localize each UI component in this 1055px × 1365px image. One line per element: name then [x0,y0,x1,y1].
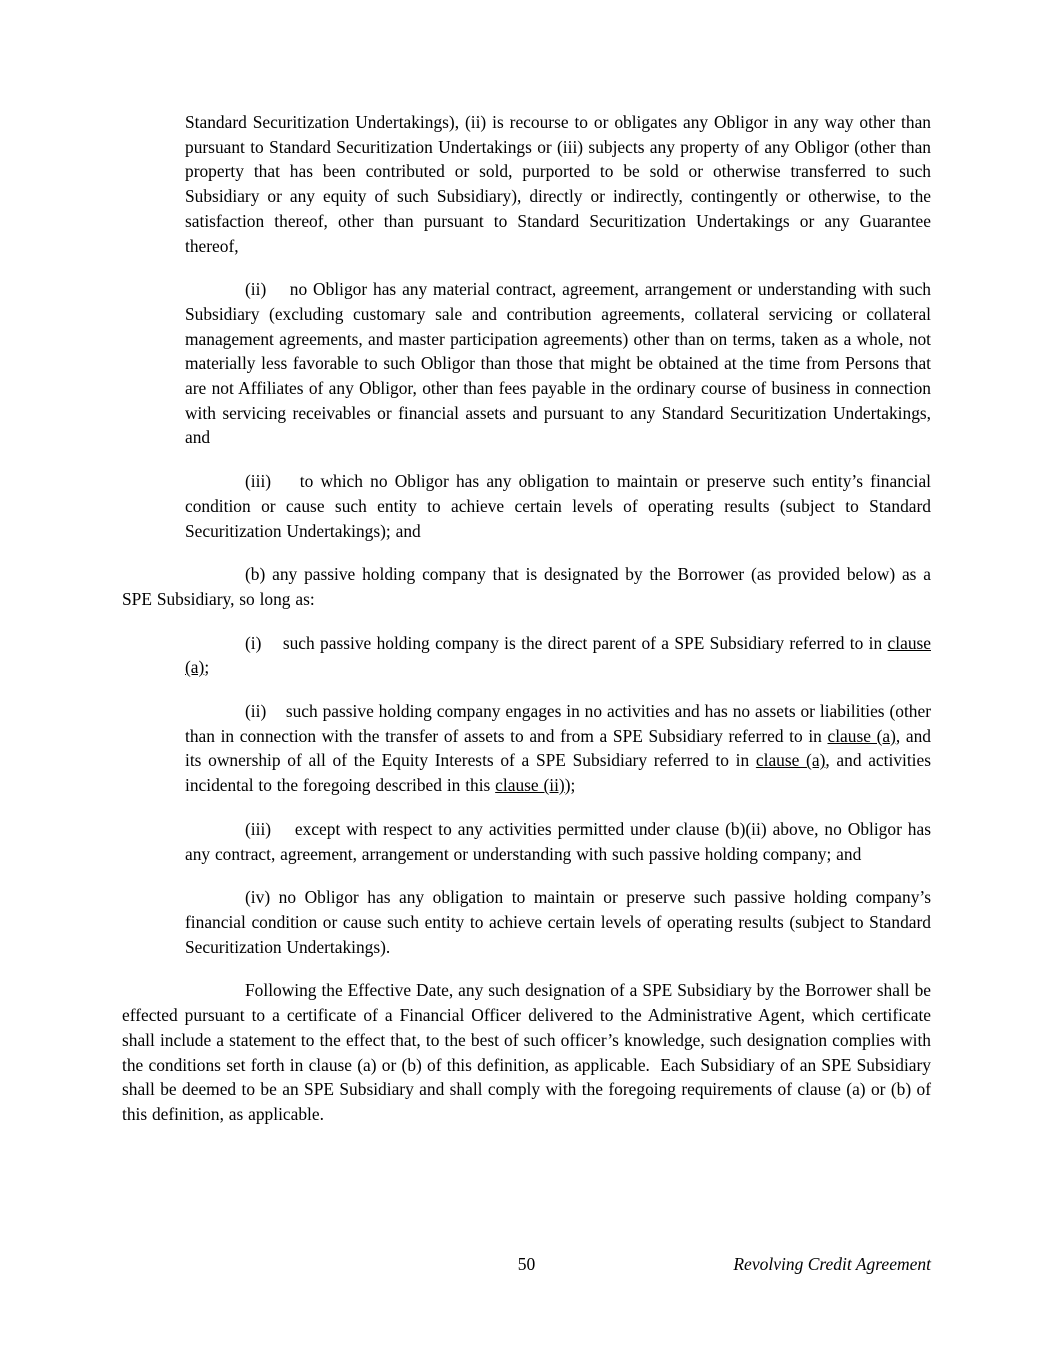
text-segment: , and its ownership of all of the Equity Interests of a SPE Subsidiary referred to in [185,725,931,771]
clause-reference: clause (a) [755,750,826,771]
page-number: 50 [517,1254,536,1274]
text-segment: , and activities incidental to the foregoing described in this [185,750,931,796]
text-segment: ); [564,775,576,796]
paragraph-clause-b-iv: (iv) no Obligor has any obligation to maintain or preserve such passive holding company’s financial condition or cause such entity to achieve certain levels of operating results (subject to Standard Securitization Undertakings). [185,887,931,957]
paragraph-clause-b-i [185,631,931,680]
text-segment: ; [204,657,210,678]
clause-reference: clause (ii) [495,775,565,796]
text-segment: (ii) such passive holding company engages in no activities and has no assets or liabilities (other than in connection with the transfer of assets to and from a SPE Subsidiary referred to in [185,701,931,746]
paragraph-clause-a-continuation: Standard Securitization Undertakings), (ii) is recourse to or obligates any Obligor in any way other than pursuant to Standard Securitization Undertakings or (iii) subjects any property of any Obligor (other than property that has been contributed or sold, purported to be sold or otherwise transferred to such Subsidiary or any equity of such Subsidiary), directly or indirectly, contingently or otherwise, to the satisfaction thereof, other than pursuant to Standard Securitization Undertakings or any Guarantee thereof, [185,112,931,256]
paragraph-clause-a-iii: (iii) to which no Obligor has any obligation to maintain or preserve such entity’s financial condition or cause such entity to achieve certain levels of operating results (subject to Standard Securitization Undertakings); and [185,471,931,541]
page-footer [122,1252,931,1282]
paragraph-clause-a-ii: (ii) no Obligor has any material contract, agreement, arrangement or understanding with such Subsidiary (excluding customary sale and contribution agreements, collateral servicing or collateral management agreements, and master participation agreements) other than on terms, taken as a whole, not materially less favorable to such Obligor than those that might be obtained at the time from Persons that are not Affiliates of any Obligor, other than fees payable in the ordinary course of business in connection with servicing receivables or financial assets and pursuant to any Standard Securitization Undertakings, and [185,279,931,448]
paragraph-closing: Following the Effective Date, any such designation of a SPE Subsidiary by the Borrower shall be effected pursuant to a certificate of a Financial Officer delivered to the Administrative Agent, which certificate shall include a statement to the effect that, to the best of such officer’s knowledge, such designation complies with the conditions set forth in clause (a) or (b) of this definition, as applicable. Each Subsidiary of an SPE Subsidiary shall be deemed to be an SPE Subsidiary and shall comply with the foregoing requirements of clause (a) or (b) of this definition, as applicable. [122,980,931,1124]
paragraph-clause-b-ii [185,699,931,798]
document-title: Revolving Credit Agreement [733,1254,931,1274]
clause-reference: clause (a) [185,632,931,678]
clause-reference: clause (a) [827,725,896,746]
page-body-text [122,110,931,1146]
paragraph-clause-b-iii: (iii) except with respect to any activities permitted under clause (b)(ii) above, no Obligor has any contract, agreement, arrangement or understanding with such passive holding company; and [185,818,931,864]
text-segment: (i) such passive holding company is the direct parent of a SPE Subsidiary referred to in [245,632,888,653]
paragraph-clause-b: (b) any passive holding company that is designated by the Borrower (as provided below) as a SPE Subsidiary, so long as: [122,564,931,609]
